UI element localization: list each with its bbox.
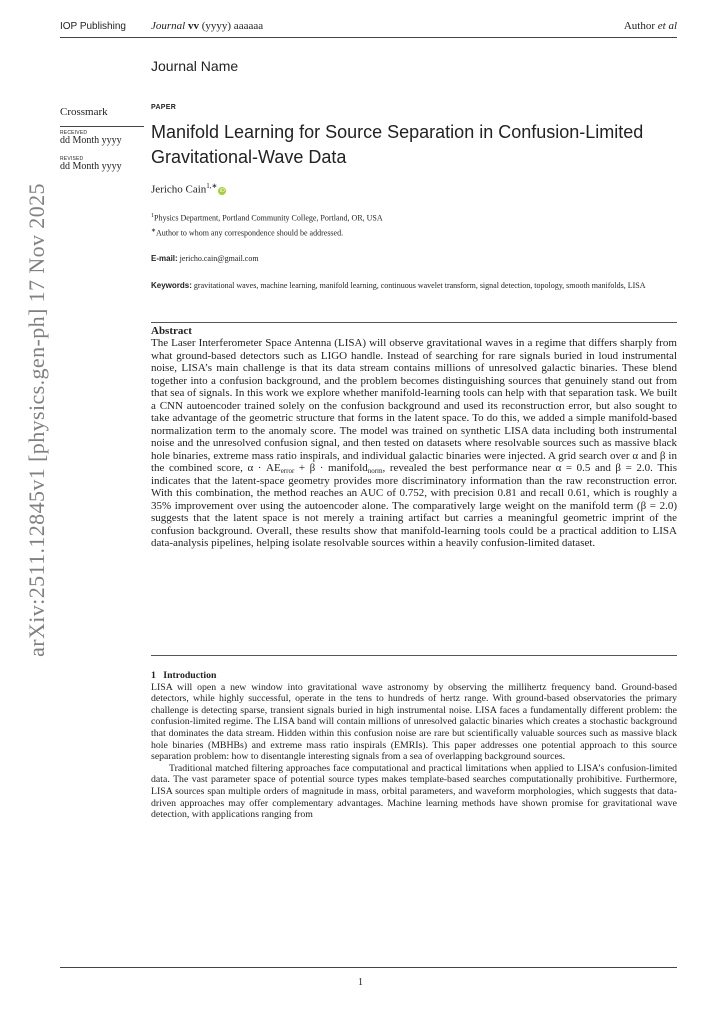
paper-title: Manifold Learning for Source Separation in Confusion-Limited Gravitational-Wave Data (151, 122, 644, 167)
intro-paragraph-1: LISA will open a new window into gravitational wave astronomy by observing the millihertz frequency band. Ground-based detectors, while highly successful, operate in the tens to hundreds of hertz range. With ground-based observatories the primary challenge is detecting sparse, transient signals buried in high instrumental noise. LISA faces a fundamentally different problem: the confusion-limited regime. The LISA band will contain millions of unresolved galactic binaries which creates a stochastic background that dominates the data stream. Hidden within this confusion noise are rare but scientifically valuable sources such as massive black hole binaries (MBHBs) and extreme mass ratio inspirals (EMRIs). This paper addresses one potential approach to this source separation problem: how to disentangle interesting signals from a sea of overlapping background sources. (151, 681, 677, 763)
journal-volume-line: Journal vv (yyyy) aaaaaa (151, 20, 264, 32)
corresponding-text: Author to whom any correspondence should be addressed. (156, 228, 344, 238)
footer-rule (60, 967, 677, 968)
abstract-text-part1: The Laser Interferometer Space Antenna (LISA) will observe gravitational waves in a regime that differs sharply from what ground-based detectors such as LIGO handle. Instead of searching for rare signals buried in loud instrumental noise, LISA’s main challenge is that its data stream contains millions of unresolved galactic binaries. These blend together into a confusion background, and the problem becomes distinguishing sources that genuinely stand out from that sea of signals. In this work we explore whether manifold-learning tools can help with that separation task. We built a CNN autoencoder trained solely on the confusion background and used its reconstruction error, but also sought to take advantage of the geometric structure that forms in the latent space. To do this, we added a simple manifold-based normalization term to the anomaly score. The model was trained on synthetic LISA data including both instrumental noise and the unresolved confusion signal, and then tested on datasets where resolvable sources such as massive black hole binaries, extreme mass ratio inspirals, and individual galactic binaries were injected. A grid search over α and β in the combined score, (151, 337, 677, 474)
affiliations (151, 210, 677, 239)
running-header (60, 20, 677, 36)
affiliation-mark: 1 (151, 213, 154, 219)
arxiv-identifier[interactable]: arXiv:2511.12845v1 [physics.gen-ph] 17 Nov 2025 (24, 183, 49, 657)
orcid-icon[interactable]: iD (220, 187, 225, 194)
affiliation-text: Physics Department, Portland Community College, Portland, OR, USA (154, 213, 383, 223)
crossmark-link[interactable]: Crossmark (60, 106, 108, 118)
received-date: dd Month yyyy (60, 135, 122, 146)
publisher-name: IOP Publishing (60, 21, 126, 32)
abstract-section (151, 325, 677, 550)
abstract-bottom-rule (151, 655, 677, 656)
keywords-label: Keywords: (151, 281, 192, 290)
article-type-label: PAPER (151, 104, 177, 111)
arxiv-stamp[interactable] (20, 183, 54, 657)
email-label: E-mail: (151, 254, 178, 263)
section-title: Introduction (163, 670, 217, 681)
introduction-section (151, 670, 677, 821)
abstract-text-part2: , revealed the best performance near α = 0.5 and β = 2.0. (382, 462, 653, 474)
affiliation-line (151, 210, 677, 225)
sidebar-rule (60, 126, 144, 127)
section-number: 1 (151, 670, 156, 681)
email-line (151, 254, 677, 263)
revised-label: REVISED (60, 156, 84, 162)
abstract-heading: Abstract (151, 325, 192, 337)
keywords-block (151, 279, 677, 292)
page-number: 1 (358, 977, 363, 988)
corresponding-mark: ∗ (151, 227, 157, 234)
received-block (60, 130, 144, 146)
abstract-text-part3: This indicates that the latent-space geometry provides more discriminatory information than the raw reconstruction error. With this combination, the method reaches an AUC of 0.752, with precision 0.81 and recall 0.61, which is roughly a 35% improvement over using the autoencoder alone. The comparatively large weight on the manifold term (β = 2.0) suggests that the latent space is not merely a training artifact but carries a meaningful geometric imprint of the confusion background. Overall, these results show that manifold-learning tools could be a practical addition to LISA data-analysis pipelines, helping isolate resolvable sources within a heavily confusion-limited dataset. (151, 462, 678, 549)
header-rule (60, 37, 677, 38)
email-address[interactable]: jericho.cain@gmail.com (179, 254, 259, 263)
author-line (151, 182, 677, 196)
author-name: Jericho Cain (151, 183, 207, 196)
keywords-text: gravitational waves, machine learning, manifold learning, continuous wavelet transform, signal detection, topology, smooth manifolds, LISA (193, 281, 646, 290)
revised-block (60, 156, 144, 172)
running-author: Author et al (623, 20, 677, 32)
journal-name: Journal Name (151, 58, 239, 74)
received-label: RECEIVED (60, 130, 88, 136)
intro-paragraph-2: Traditional matched filtering approaches face computational and practical limitations when applied to LISA’s confusion-limited data. The vast parameter space of potential source types makes template-based searches computationally prohibitive. Furthermore, LISA sources span multiple orders of magnitude in mass, orbital parameters, and waveform morphologies, which suggests that data-driven approaches may offer complementary advantages. Machine learning methods have shown promise for gravitational wave detection, with applications ranging from (151, 762, 677, 821)
anomaly-score-formula: $\alpha \cdot AE_{error} + \beta$ · manifold$_{norm}$ (247, 462, 383, 475)
author-affiliation-marks: 1,∗ (206, 182, 218, 190)
abstract-top-rule (151, 322, 677, 323)
corresponding-note (151, 225, 677, 240)
revised-date: dd Month yyyy (60, 161, 122, 172)
section-heading (151, 670, 677, 682)
abstract-paragraph (151, 337, 677, 550)
